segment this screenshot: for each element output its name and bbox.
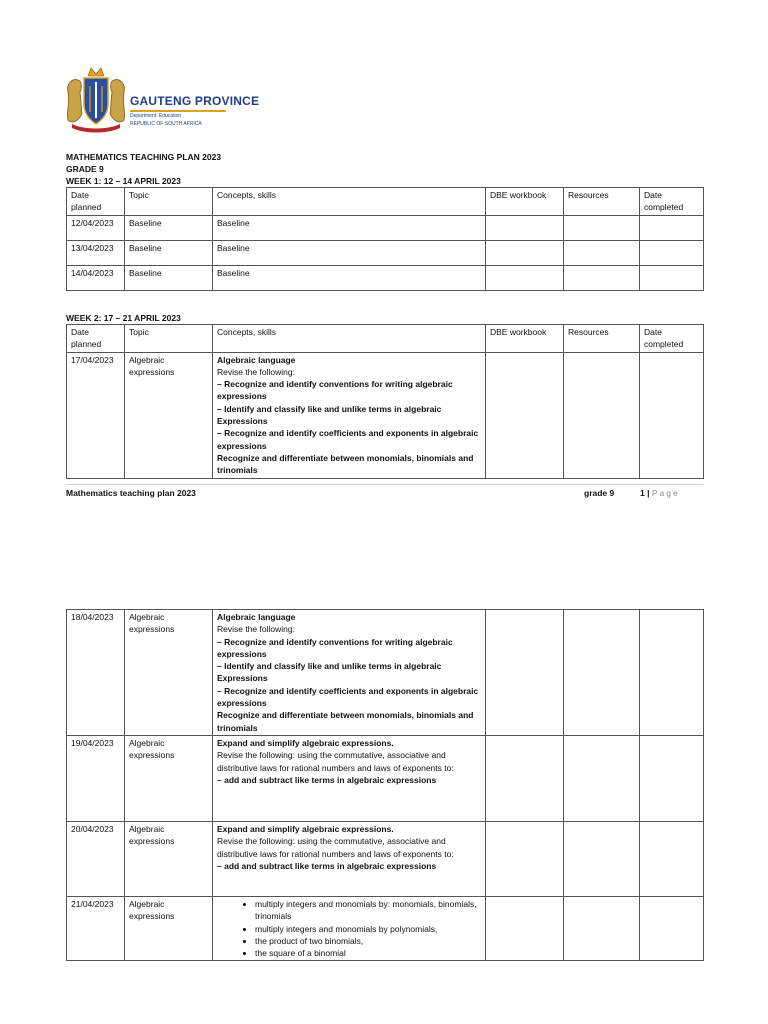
concept-line: Algebraic language [217,612,296,622]
page-number: 1 [640,488,645,498]
table-row [67,821,704,896]
col-concepts: Concepts, skills [213,188,486,216]
concept-line: Recognize and differentiate between monomials, binomials and trinomials [217,710,474,733]
cell-topic: Baseline [125,240,213,265]
doc-grade: GRADE 9 [66,164,104,174]
cell-date: 12/04/2023 [67,215,125,240]
cell-dbe [486,352,564,478]
cell-dbe [486,610,564,736]
cell-completed [640,352,704,478]
list-item: • the product of two binomials, [255,935,481,947]
cell-completed [640,265,704,290]
concept-line: Expand and simplify algebraic expressions. [217,737,394,748]
cell-date: 19/04/2023 [67,735,125,821]
concept-line: – add and subtract like terms in algebraic expressions [217,860,437,871]
cell-date: 17/04/2023 [67,352,125,478]
table-header-row [67,325,704,353]
col-dbe-workbook: DBE workbook [486,188,564,216]
week2-table [66,324,704,479]
table-row [67,240,704,265]
footer-divider [66,484,703,485]
concept-line: Revise the following: [217,366,295,377]
col-date-planned: Date planned [67,188,125,216]
col-concepts: Concepts, skills [213,325,486,353]
table-row [67,896,704,960]
col-topic: Topic [125,325,213,353]
cell-concepts [213,735,486,821]
cell-concepts [213,610,486,736]
bullet-list [217,898,481,959]
table-row [67,735,704,821]
gauteng-logo [64,64,260,134]
cell-resources [564,215,640,240]
dept-name: Department: Education [130,113,182,119]
footer-grade: grade 9 [584,488,615,498]
concept-line: – Recognize and identify coefficients and exponents in algebraic expressions [217,428,479,451]
concept-line: Revise the following: [217,624,295,635]
table-row [67,265,704,290]
concept-line: – Recognize and identify conventions for writing algebraic expressions [217,379,453,402]
cell-dbe [486,821,564,896]
coat-of-arms-icon [64,64,128,134]
footer-page-number [640,488,680,498]
cell-resources [564,735,640,821]
cell-resources [564,240,640,265]
concept-line: Revise the following: using the commutative, associative and distributive laws for rational numbers and laws of exponents to: [217,836,454,859]
col-resources: Resources [564,325,640,353]
org-name: GAUTENG PROVINCE [130,94,260,108]
cell-dbe [486,896,564,960]
cell-dbe [486,265,564,290]
doc-title: MATHEMATICS TEACHING PLAN 2023 [66,152,222,162]
cell-completed [640,821,704,896]
cell-date: 13/04/2023 [67,240,125,265]
cell-concepts: Baseline [213,215,486,240]
cell-date: 21/04/2023 [67,896,125,960]
cell-dbe [486,240,564,265]
cell-concepts: Baseline [213,240,486,265]
cell-concepts [213,821,486,896]
cell-topic: Algebraic expressions [125,821,213,896]
page2-table [66,609,704,961]
table-row [67,610,704,736]
cell-concepts [213,896,486,960]
footer-title: Mathematics teaching plan 2023 [66,488,196,498]
concept-line: – Identify and classify like and unlike terms in algebraic Expressions [217,403,442,427]
week1-heading: WEEK 1: 12 – 14 APRIL 2023 [66,176,181,186]
cell-resources [564,352,640,478]
cell-date: 20/04/2023 [67,821,125,896]
list-item: • multiply integers and monomials by polynomials, [255,923,481,935]
cell-date: 18/04/2023 [67,610,125,736]
concept-line: Revise the following: using the commutative, associative and distributive laws for rational numbers and laws of exponents to: [217,750,454,773]
concept-line: Recognize and differentiate between monomials, binomials and trinomials [217,452,474,476]
page-separator: | [647,488,650,498]
list-item: • multiply integers and monomials by: monomials, binomials, trinomials [255,898,481,923]
col-dbe-workbook: DBE workbook [486,325,564,353]
concept-line: – add and subtract like terms in algebraic expressions [217,774,437,785]
table-header-row [67,188,704,216]
cell-topic: Baseline [125,265,213,290]
cell-concepts [213,352,486,478]
cell-completed [640,610,704,736]
cell-completed [640,240,704,265]
cell-dbe [486,735,564,821]
cell-completed [640,896,704,960]
col-resources: Resources [564,188,640,216]
logo-divider [130,110,226,112]
table-row [67,215,704,240]
concept-line: Expand and simplify algebraic expressions. [217,823,394,834]
col-date-planned: Date planned [67,325,125,353]
col-topic: Topic [125,188,213,216]
cell-topic: Algebraic expressions [125,735,213,821]
week2-heading: WEEK 2: 17 – 21 APRIL 2023 [66,313,181,323]
week1-table [66,187,704,291]
concept-line: Algebraic language [217,354,296,365]
cell-completed [640,735,704,821]
cell-dbe [486,215,564,240]
cell-date: 14/04/2023 [67,265,125,290]
cell-topic: Algebraic expressions [125,896,213,960]
list-item: • the square of a binomial [255,947,481,959]
cell-completed [640,215,704,240]
col-date-completed: Date completed [640,188,704,216]
cell-topic: Baseline [125,215,213,240]
cell-topic: Algebraic expressions [125,352,213,478]
cell-topic: Algebraic expressions [125,610,213,736]
cell-resources [564,821,640,896]
concept-line: – Identify and classify like and unlike terms in algebraic Expressions [217,661,442,684]
table-row [67,352,704,478]
cell-resources [564,265,640,290]
cell-resources [564,610,640,736]
concept-line: – Recognize and identify conventions for writing algebraic expressions [217,636,453,659]
cell-resources [564,896,640,960]
country-name: REPUBLIC OF SOUTH AFRICA [130,121,202,127]
concept-line: – Recognize and identify coefficients and exponents in algebraic expressions [217,685,479,709]
page-word: Page [651,488,680,498]
col-date-completed: Date completed [640,325,704,353]
cell-concepts: Baseline [213,265,486,290]
